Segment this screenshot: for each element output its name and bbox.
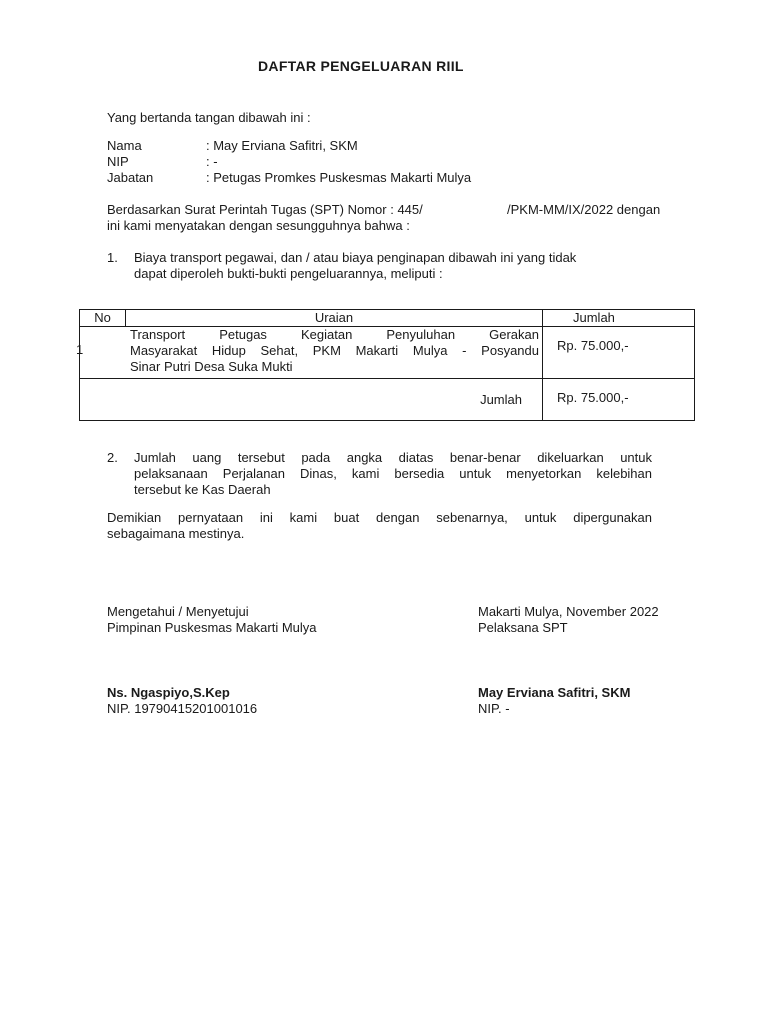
sign-left-nip: NIP. 19790415201001016 [107, 701, 258, 716]
sign-right-line1: Makarti Mulya, November 2022 [478, 604, 659, 619]
identity-label-jabatan: Jabatan [107, 170, 154, 185]
total-label: Jumlah [80, 379, 543, 421]
sign-right-line2: Pelaksana SPT [478, 620, 568, 635]
identity-value-nama: : May Erviana Safitri, SKM [206, 138, 358, 153]
identity-value-nip: : - [206, 154, 218, 169]
sign-left-name: Ns. Ngaspiyo,S.Kep [107, 685, 230, 700]
expense-table [79, 309, 695, 421]
sign-right-nip: NIP. - [478, 701, 510, 716]
basis-text-line2: ini kami menyatakan dengan sesungguhnya bahwa : [107, 218, 410, 233]
sign-left-line1: Mengetahui / Menyetujui [107, 604, 249, 619]
header-jumlah: Jumlah [543, 310, 695, 327]
point2-line2: pelaksanaan Perjalanan Dinas, kami bersedia untuk menyetorkan kelebihan [134, 466, 652, 481]
point1-line2: dapat diperoleh bukti-bukti pengeluarannya, meliputi : [134, 266, 443, 281]
basis-text-line1-a: Berdasarkan Surat Perintah Tugas (SPT) Nomor : 445/ [107, 202, 423, 217]
header-no: No [80, 310, 126, 327]
document-title: DAFTAR PENGELUARAN RIIL [258, 58, 464, 74]
point2-number: 2. [107, 450, 118, 465]
identity-value-jabatan: : Petugas Promkes Puskesmas Makarti Mulya [206, 170, 472, 185]
uraian-line-1: Transport Petugas Kegiatan Penyuluhan Gerakan [130, 327, 539, 342]
row-uraian [80, 327, 543, 379]
sign-right-name: May Erviana Safitri, SKM [478, 685, 631, 700]
header-uraian: Uraian [126, 310, 543, 327]
point2-line1: Jumlah uang tersebut pada angka diatas benar-benar dikeluarkan untuk [134, 450, 652, 465]
sign-left-line2: Pimpinan Puskesmas Makarti Mulya [107, 620, 317, 635]
basis-text-line1-b: /PKM-MM/IX/2022 dengan [507, 202, 661, 217]
total-value: Rp. 75.000,- [543, 379, 695, 421]
closing-line1: Demikian pernyataan ini kami buat dengan sebenarnya, untuk dipergunakan [107, 510, 652, 525]
row-jumlah: Rp. 75.000,- [543, 327, 695, 379]
intro-text: Yang bertanda tangan dibawah ini : [107, 110, 311, 125]
point2-line3: tersebut ke Kas Daerah [134, 482, 271, 497]
row-number: 1 [76, 342, 84, 357]
table-total-row [80, 379, 695, 421]
identity-label-nama: Nama [107, 138, 142, 153]
table-header-row [80, 310, 695, 327]
point1-number: 1. [107, 250, 118, 265]
uraian-line-3: Sinar Putri Desa Suka Mukti [130, 359, 293, 374]
table-row [80, 327, 695, 379]
uraian-line-2: Masyarakat Hidup Sehat, PKM Makarti Mulya - Posyandu [130, 343, 539, 358]
closing-line2: sebagaimana mestinya. [107, 526, 245, 541]
identity-label-nip: NIP [107, 154, 129, 169]
point1-line1: Biaya transport pegawai, dan / atau biaya penginapan dibawah ini yang tidak [134, 250, 577, 265]
